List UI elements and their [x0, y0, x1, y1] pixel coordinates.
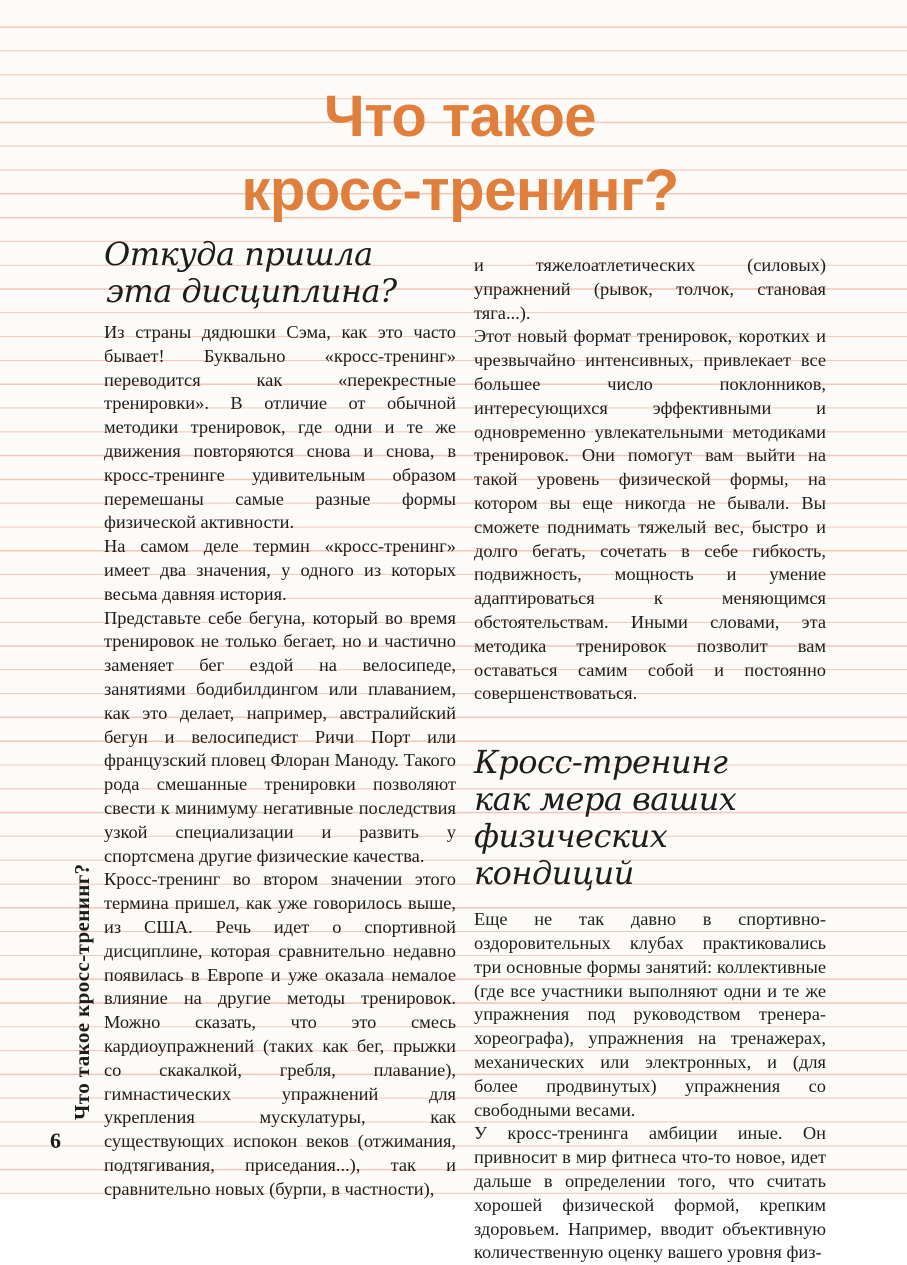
- paragraph: Кросс-тренинг во втором значении этого термина пришел, как уже говорилось выше, из США. Речь идет о спортивной дисциплине, которая сравнительно недавно появилась в Европе и уже оказала немалое влияние на другие методы тренировок. Можно сказать, что это смесь кардиоупражнений (таких как бег, прыжки со скакалкой, гребля, плавание), гимнастических упражнений для укрепления мускулатуры, как существующих испокон веков (отжимания, подтягивания, приседания...), так и сравнительно новых (бурпи, в частности),: [104, 869, 456, 1199]
- paragraph: Этот новый формат тренировок, коротких и чрезвычайно интенсивных, привлекает все большее число поклонников, интересующихся эффективными и одновременно увлекательными методиками тренировок. Они помогут вам выйти на такой уровень физической формы, на котором вы еще никогда не бывали. Вы сможете поднимать тяжелый вес, быстро и долго бегать, сочетать в себе гибкость, подвижность, мощность и умение адаптироваться к меняющимся обстоятельствам. Иными словами, эта методика тренировок позволит вам оставаться самим собой и постоянно совершенствоваться.: [474, 326, 826, 704]
- heading-line: эта дисциплина?: [106, 272, 397, 310]
- running-title: Что такое кросс-тренинг?: [70, 863, 94, 1120]
- paragraph: Еще не так давно в спортивно-оздоровительных клубах практиковались три основные формы занятий: коллективные (где все участники выполняют одни и те же упражнения под руководством тренера-хореографа), упражнения на тренажерах, механических или электронных, и (для более продвинутых) упражнения со свободными весами.: [474, 909, 826, 1120]
- section-heading-origin: [104, 236, 456, 310]
- right-column: [474, 254, 826, 1265]
- heading-line: Кросс-тренинг: [474, 743, 728, 782]
- title-line-2: кросс-тренинг?: [241, 158, 679, 223]
- paragraph: и тяжелоатлетических (силовых) упражнений (рывок, толчок, становая тяга...).: [474, 255, 826, 323]
- left-column: [104, 236, 456, 1201]
- heading-line: Откуда пришла: [104, 235, 373, 273]
- paragraph: На самом деле термин «кросс-тренинг» имеет два значения, у одного из которых весьма давняя история.: [104, 536, 456, 604]
- heading-line: физических кондиций: [474, 817, 668, 893]
- paragraph: У кросс-тренинга амбиции иные. Он привносит в мир фитнеса что-то новое, идет дальше в определении того, что считать хорошей физической формой, крепким здоровьем. Например, вводит объективную количественную оценку вашего уровня физ-: [474, 1123, 826, 1263]
- heading-line: как мера ваших: [474, 780, 737, 819]
- page-number: 6: [50, 1128, 61, 1153]
- section-heading-measure: [474, 744, 826, 892]
- paragraph: Представьте себе бегуна, который во время тренировок не только бегает, но и частично заменяет бег ездой на велосипеде, занятиями бодибилдингом или плаванием, как это делает, например, австралийский бегун и велосипедист Ричи Порт или французский пловец Флоран Маноду. Такого рода смешанные тренировки позволяют свести к минимуму негативные последствия узкой специализации и развить у спортсмена другие физические качества.: [104, 607, 456, 866]
- title-line-1: Что такое: [323, 84, 597, 149]
- page-title: [160, 80, 760, 228]
- paragraph: Из страны дядюшки Сэма, как это часто бывает! Буквально «кросс-тренинг» переводится как «перекрестные тренировки». В отличие от обычной методики тренировок, где одни и те же движения повторяются снова и снова, в кросс-тренинге удивительным образом перемешаны самые разные формы физической активности.: [104, 322, 456, 533]
